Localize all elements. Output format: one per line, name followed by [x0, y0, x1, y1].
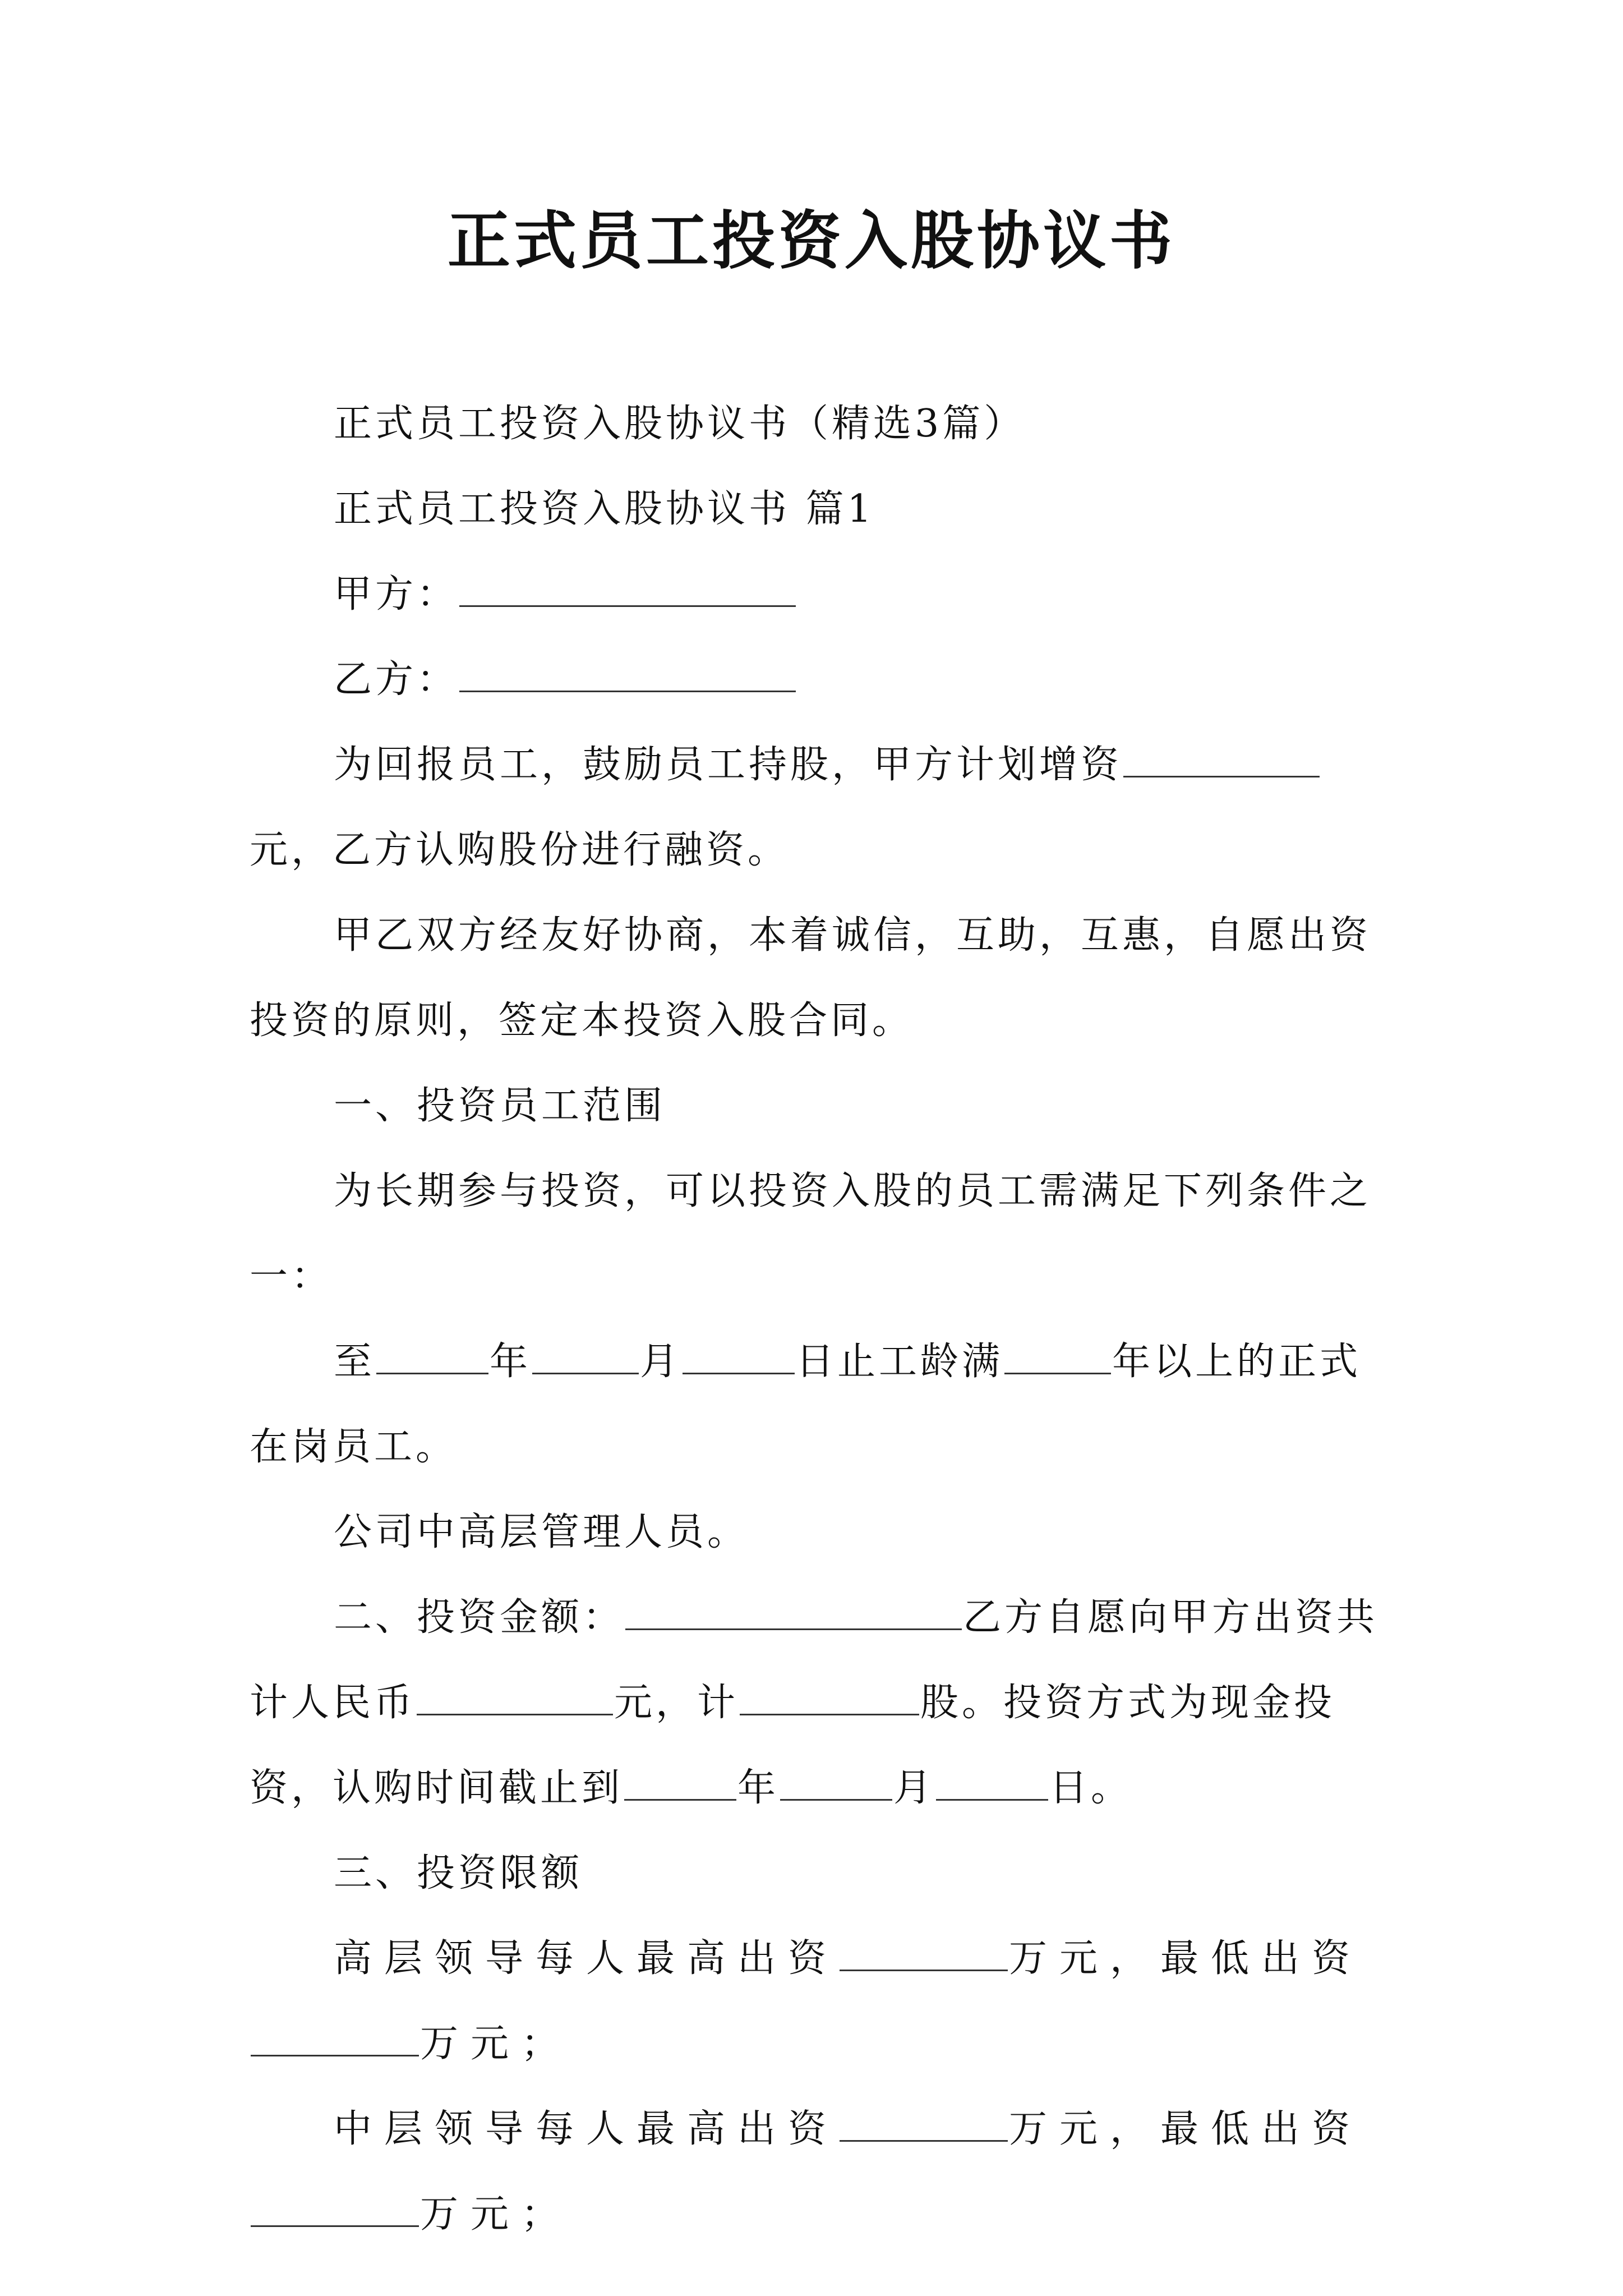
- deadline-year-text: 年: [737, 1766, 780, 1810]
- cond-year-text: 年: [490, 1340, 532, 1384]
- cond-month-blank: [532, 1341, 639, 1374]
- middle-limit-text-1: 中层领导每人最高出资: [334, 2107, 839, 2151]
- purpose-text-after: 元，乙方认购股份进行融资。: [250, 828, 790, 872]
- conditions-paragraph: 为长期参与投资，可以投资入股的员工需满足下列条件之一：: [250, 1169, 1372, 1299]
- document-body: [250, 381, 1394, 2257]
- condition-service-years: [250, 1319, 1394, 1490]
- condition-management: 公司中高层管理人员。: [334, 1510, 749, 1554]
- amount-text-2: 元，计: [614, 1681, 739, 1725]
- deadline-month-text: 月: [893, 1766, 935, 1810]
- shares-blank: [740, 1682, 919, 1715]
- investment-amount-blank: [625, 1597, 962, 1630]
- subtitle: 正式员工投资入股协议书（精选3篇）: [334, 402, 1026, 446]
- senior-min-blank: [251, 2023, 419, 2056]
- party-b-blank: [459, 659, 796, 692]
- cond-year-blank: [376, 1341, 488, 1374]
- middle-min-blank: [251, 2194, 419, 2227]
- senior-limit-text-2: 万元，最低出资: [1009, 1936, 1363, 1981]
- party-a-label: 甲方：: [334, 572, 459, 616]
- deadline-day-blank: [936, 1768, 1048, 1801]
- principle-paragraph: 甲乙双方经友好协商，本着诚信，互助，互惠，自愿出资投资的原则，签定本投资入股合同。: [250, 913, 1372, 1043]
- heading-investment-scope: 一、投资员工范围: [334, 1084, 666, 1128]
- deadline-month-blank: [780, 1768, 892, 1801]
- senior-limit-text-1: 高层领导每人最高出资: [334, 1936, 839, 1981]
- cond-day-blank: [683, 1341, 795, 1374]
- party-a-line: [250, 552, 1394, 637]
- senior-limit-text-3: 万元；: [420, 2022, 572, 2066]
- amount-text-1: 乙方自愿向甲方出资共计人民币: [250, 1595, 1378, 1725]
- senior-limit-paragraph: [250, 1916, 1394, 2087]
- cond-service-years-blank: [1004, 1341, 1111, 1374]
- middle-limit-text-2: 万元，最低出资: [1009, 2107, 1363, 2151]
- deadline-day-text: 日。: [1049, 1766, 1133, 1810]
- purpose-text-before: 为回报员工，鼓励员工持股，甲方计划增资: [334, 743, 1123, 787]
- increase-capital-blank: [1123, 744, 1320, 777]
- section-heading: 正式员工投资入股协议书 篇1: [334, 487, 875, 531]
- cond-day-service-text: 日止工龄满: [796, 1340, 1004, 1384]
- middle-max-blank: [840, 2109, 1008, 2142]
- cond-rest-text: 年以上的正式在岗员工。: [250, 1340, 1362, 1469]
- purpose-paragraph: [250, 723, 1394, 893]
- senior-max-blank: [840, 1938, 1008, 1971]
- party-a-blank: [459, 574, 796, 607]
- heading-investment-amount: 二、投资金额：: [334, 1595, 625, 1640]
- party-b-label: 乙方：: [334, 657, 459, 702]
- middle-limit-paragraph: [250, 2087, 1394, 2257]
- deadline-year-blank: [624, 1768, 736, 1801]
- party-b-line: [250, 637, 1394, 723]
- amount-text-3: 股。投资方式为现金投资，认购时间截止到: [250, 1681, 1336, 1810]
- document-title: 正式员工投资入股协议书: [448, 204, 1175, 278]
- heading-investment-limit: 三、投资限额: [334, 1851, 583, 1895]
- middle-limit-text-3: 万元；: [420, 2192, 572, 2237]
- cond-month-text: 月: [640, 1340, 682, 1384]
- investment-amount-paragraph: [250, 1575, 1394, 1831]
- rmb-amount-blank: [417, 1682, 613, 1715]
- cond-to-text: 至: [334, 1340, 376, 1384]
